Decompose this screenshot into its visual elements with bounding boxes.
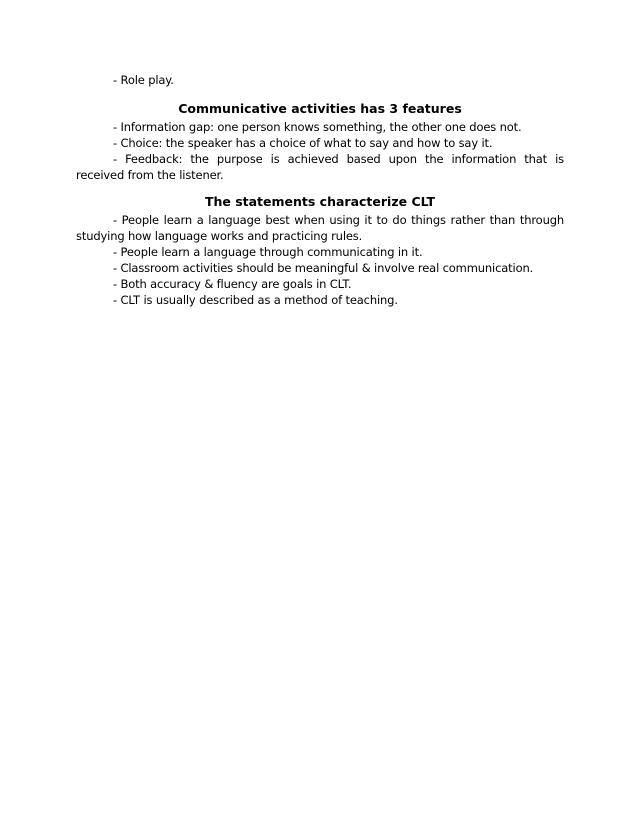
document-body xyxy=(76,72,564,308)
section-heading-clt-statements: The statements characterize CLT xyxy=(204,194,436,209)
list-item-accuracy-fluency: - Both accuracy & fluency are goals in CLT. xyxy=(113,277,352,291)
list-item-information-gap: - Information gap: one person knows something, the other one does not. xyxy=(113,120,522,134)
list-item-method-of-teaching: - CLT is usually described as a method of teaching. xyxy=(113,293,398,307)
list-item-communicating: - People learn a language through communicating in it. xyxy=(113,245,423,259)
section-heading-features: Communicative activities has 3 features xyxy=(178,101,462,116)
list-item-choice: - Choice: the speaker has a choice of what to say and how to say it. xyxy=(113,136,493,150)
list-item-feedback: - Feedback: the purpose is achieved based upon the information that is received from the listener. xyxy=(76,152,564,182)
role-play-item: - Role play. xyxy=(113,73,174,87)
list-item-classroom-activities: - Classroom activities should be meaningful & involve real communication. xyxy=(113,261,534,275)
list-item-learn-by-doing: - People learn a language best when using it to do things rather than through studying how language works and practicing rules. xyxy=(76,213,564,243)
